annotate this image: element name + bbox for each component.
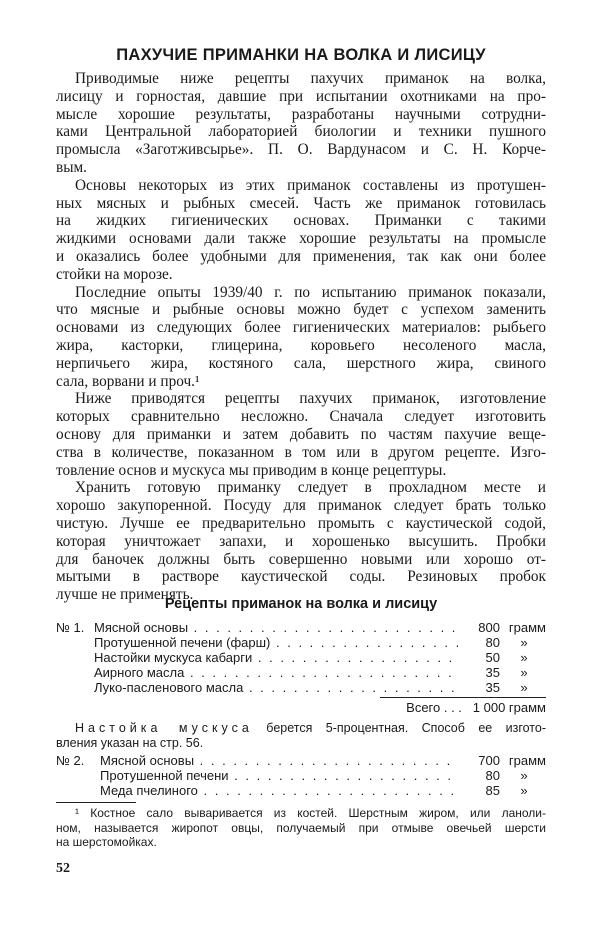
paragraph-line: сала, ворвани и проч.¹ xyxy=(56,372,200,390)
footnote-line: на шерстомойках. xyxy=(56,835,157,849)
ingredient-unit: » xyxy=(520,635,528,650)
ingredient-unit: грамм xyxy=(508,620,546,635)
paragraph-line: лучше не применять. xyxy=(56,586,194,604)
recipe-row xyxy=(56,753,546,768)
ingredient-qty: 50 xyxy=(485,650,500,665)
ingredient-qty: 35 xyxy=(485,665,500,680)
paragraph-line: жидкими основами дали также хорошие результаты на промысле xyxy=(56,230,546,248)
paragraph-line: которая уничтожает запахи, и хорошенько высушить. Пробки xyxy=(56,532,546,550)
ingredient-qty: 85 xyxy=(485,783,500,798)
paragraph-line: промысла «Заготживсырье». П. О. Вардунасом и С. Н. Корче- xyxy=(56,141,546,159)
paragraph-line: чистую. Лучше ее предварительно промыть с каустической содой, xyxy=(56,514,546,532)
paragraph-line: хорошо закупоренной. Посуду для приманок следует брать только xyxy=(56,497,546,515)
paragraph-line: товление основ и мускуса мы приводим в конце рецептуры. xyxy=(56,461,447,479)
paragraph-line: Приводимые ниже рецепты пахучих приманок на волка, xyxy=(75,70,546,87)
total-value: 1 000 грамм xyxy=(472,700,546,715)
ingredient-unit: » xyxy=(520,783,528,798)
ingredient-qty: 35 xyxy=(485,680,500,695)
paragraph-line: мытыми в растворе каустической соды. Резиновых пробок xyxy=(56,568,546,586)
note-text-1: берется 5-процентная. Способ ее изгото- xyxy=(266,721,547,735)
note-emphasis: Настойка мускуса xyxy=(75,721,253,735)
recipes-heading: Рецепты приманок на волка и лисицу xyxy=(164,596,438,612)
paragraph-line: ства в количестве, показанном в том или в другом рецепте. Изго- xyxy=(56,443,546,461)
paragraph-line: Хранить готовую приманку следует в прохладном месте и xyxy=(75,479,546,497)
ingredient-qty: 80 xyxy=(485,768,500,783)
ingredient-unit: » xyxy=(520,665,528,680)
recipe-row xyxy=(56,768,546,783)
paragraph-line: ками Центральной лабораторией биологии и техники пушного xyxy=(56,123,546,141)
recipe-row xyxy=(56,665,546,680)
ingredient-name: Протушенной печени . . . xyxy=(100,768,458,783)
ingredient-unit: » xyxy=(520,768,528,783)
ingredient-unit: » xyxy=(520,650,528,665)
recipe-number: № 1. xyxy=(56,620,85,635)
page-title: ПАХУЧИЕ ПРИМАНКИ НА ВОЛКА И ЛИСИЦУ xyxy=(116,46,486,64)
page-number: 52 xyxy=(56,861,70,876)
recipe-row xyxy=(56,680,546,695)
ingredient-unit: » xyxy=(520,680,528,695)
footnote-line: ¹ Костное сало вываривается из костей. Шерстным жиром, или ланоли- xyxy=(75,806,546,820)
paragraph-line: для баночек должны быть совершенно новыми или хорошо от- xyxy=(56,550,546,568)
paragraph-line: которых сравнительно несложно. Сначала следует изготовить xyxy=(56,408,546,426)
ingredient-name: Настойки мускуса кабарги . . . xyxy=(94,650,458,665)
total-label: Всего . . . xyxy=(406,700,462,715)
recipe-2 xyxy=(56,753,546,798)
paragraph-line: на жидких гигиенических основах. Приманки с такими xyxy=(56,212,546,230)
ingredient-name: Мясной основы . . . xyxy=(94,620,458,635)
recipe-row xyxy=(56,635,546,650)
recipe-row xyxy=(56,650,546,665)
paragraph-line: вым. xyxy=(56,158,88,176)
paragraph-line: Ниже приводятся рецепты пахучих приманок, изготовление xyxy=(75,390,546,408)
ingredient-unit: грамм xyxy=(508,753,546,768)
footnote-rule xyxy=(56,802,136,803)
paragraph-line: мысле хорошие результаты, разработаны научными сотрудни- xyxy=(56,105,546,123)
paragraph-line: Последние опыты 1939/40 г. по испытанию приманок показали, xyxy=(75,283,546,301)
recipe-number: № 2. xyxy=(56,753,85,768)
recipe-row xyxy=(56,783,546,798)
note-text-2: вления указан на стр. 56. xyxy=(56,736,204,750)
recipe-row xyxy=(56,620,546,635)
ingredient-name: Луко-пасленового масла . . . xyxy=(94,680,458,695)
footnote-line: ном, называется жиропот овцы, получаемый при отмыве овечьей шерсти xyxy=(56,820,546,835)
paragraph-line: жира, касторки, глицерина, коровьего несоленого масла, xyxy=(56,336,546,354)
recipe-1-total xyxy=(56,700,546,715)
paragraph-line: нерпичьего жира, костяного сала, шерстного жира, свиного xyxy=(56,354,546,372)
sum-rule xyxy=(380,697,546,698)
paragraph-line: лисицу и горностая, давшие при испытании охотниками на про- xyxy=(56,87,546,105)
ingredient-name: Аирного масла . . . xyxy=(94,665,458,680)
paragraph-line: что мясные и рыбные основы можно будет с успехом заменить xyxy=(56,301,546,319)
body-text xyxy=(56,70,546,604)
paragraph-line: основами из следующих более гигиенических материалов: рыбьего xyxy=(56,319,546,337)
paragraph-line: Основы некоторых из этих приманок составлены из протушен- xyxy=(75,176,546,194)
paragraph-line: основу для приманки и затем добавить по частям пахучие веще- xyxy=(56,425,546,443)
ingredient-name: Меда пчелиного . . . xyxy=(100,783,458,798)
musk-note xyxy=(56,721,546,751)
ingredient-qty: 800 xyxy=(478,620,500,635)
ingredient-name: Протушенной печени (фарш) . . . xyxy=(94,635,458,650)
paragraph-line: ных мясных и рыбных смесей. Часть же приманок готовилась xyxy=(56,194,546,212)
recipe-1 xyxy=(56,620,546,695)
ingredient-qty: 700 xyxy=(478,753,500,768)
paragraph-line: и оказались более удобными для применения, так как они более xyxy=(56,247,546,265)
footnote xyxy=(56,806,546,850)
paragraph-line: стойки на морозе. xyxy=(56,265,173,283)
ingredient-name: Мясной основы . . . xyxy=(100,753,458,768)
ingredient-qty: 80 xyxy=(485,635,500,650)
